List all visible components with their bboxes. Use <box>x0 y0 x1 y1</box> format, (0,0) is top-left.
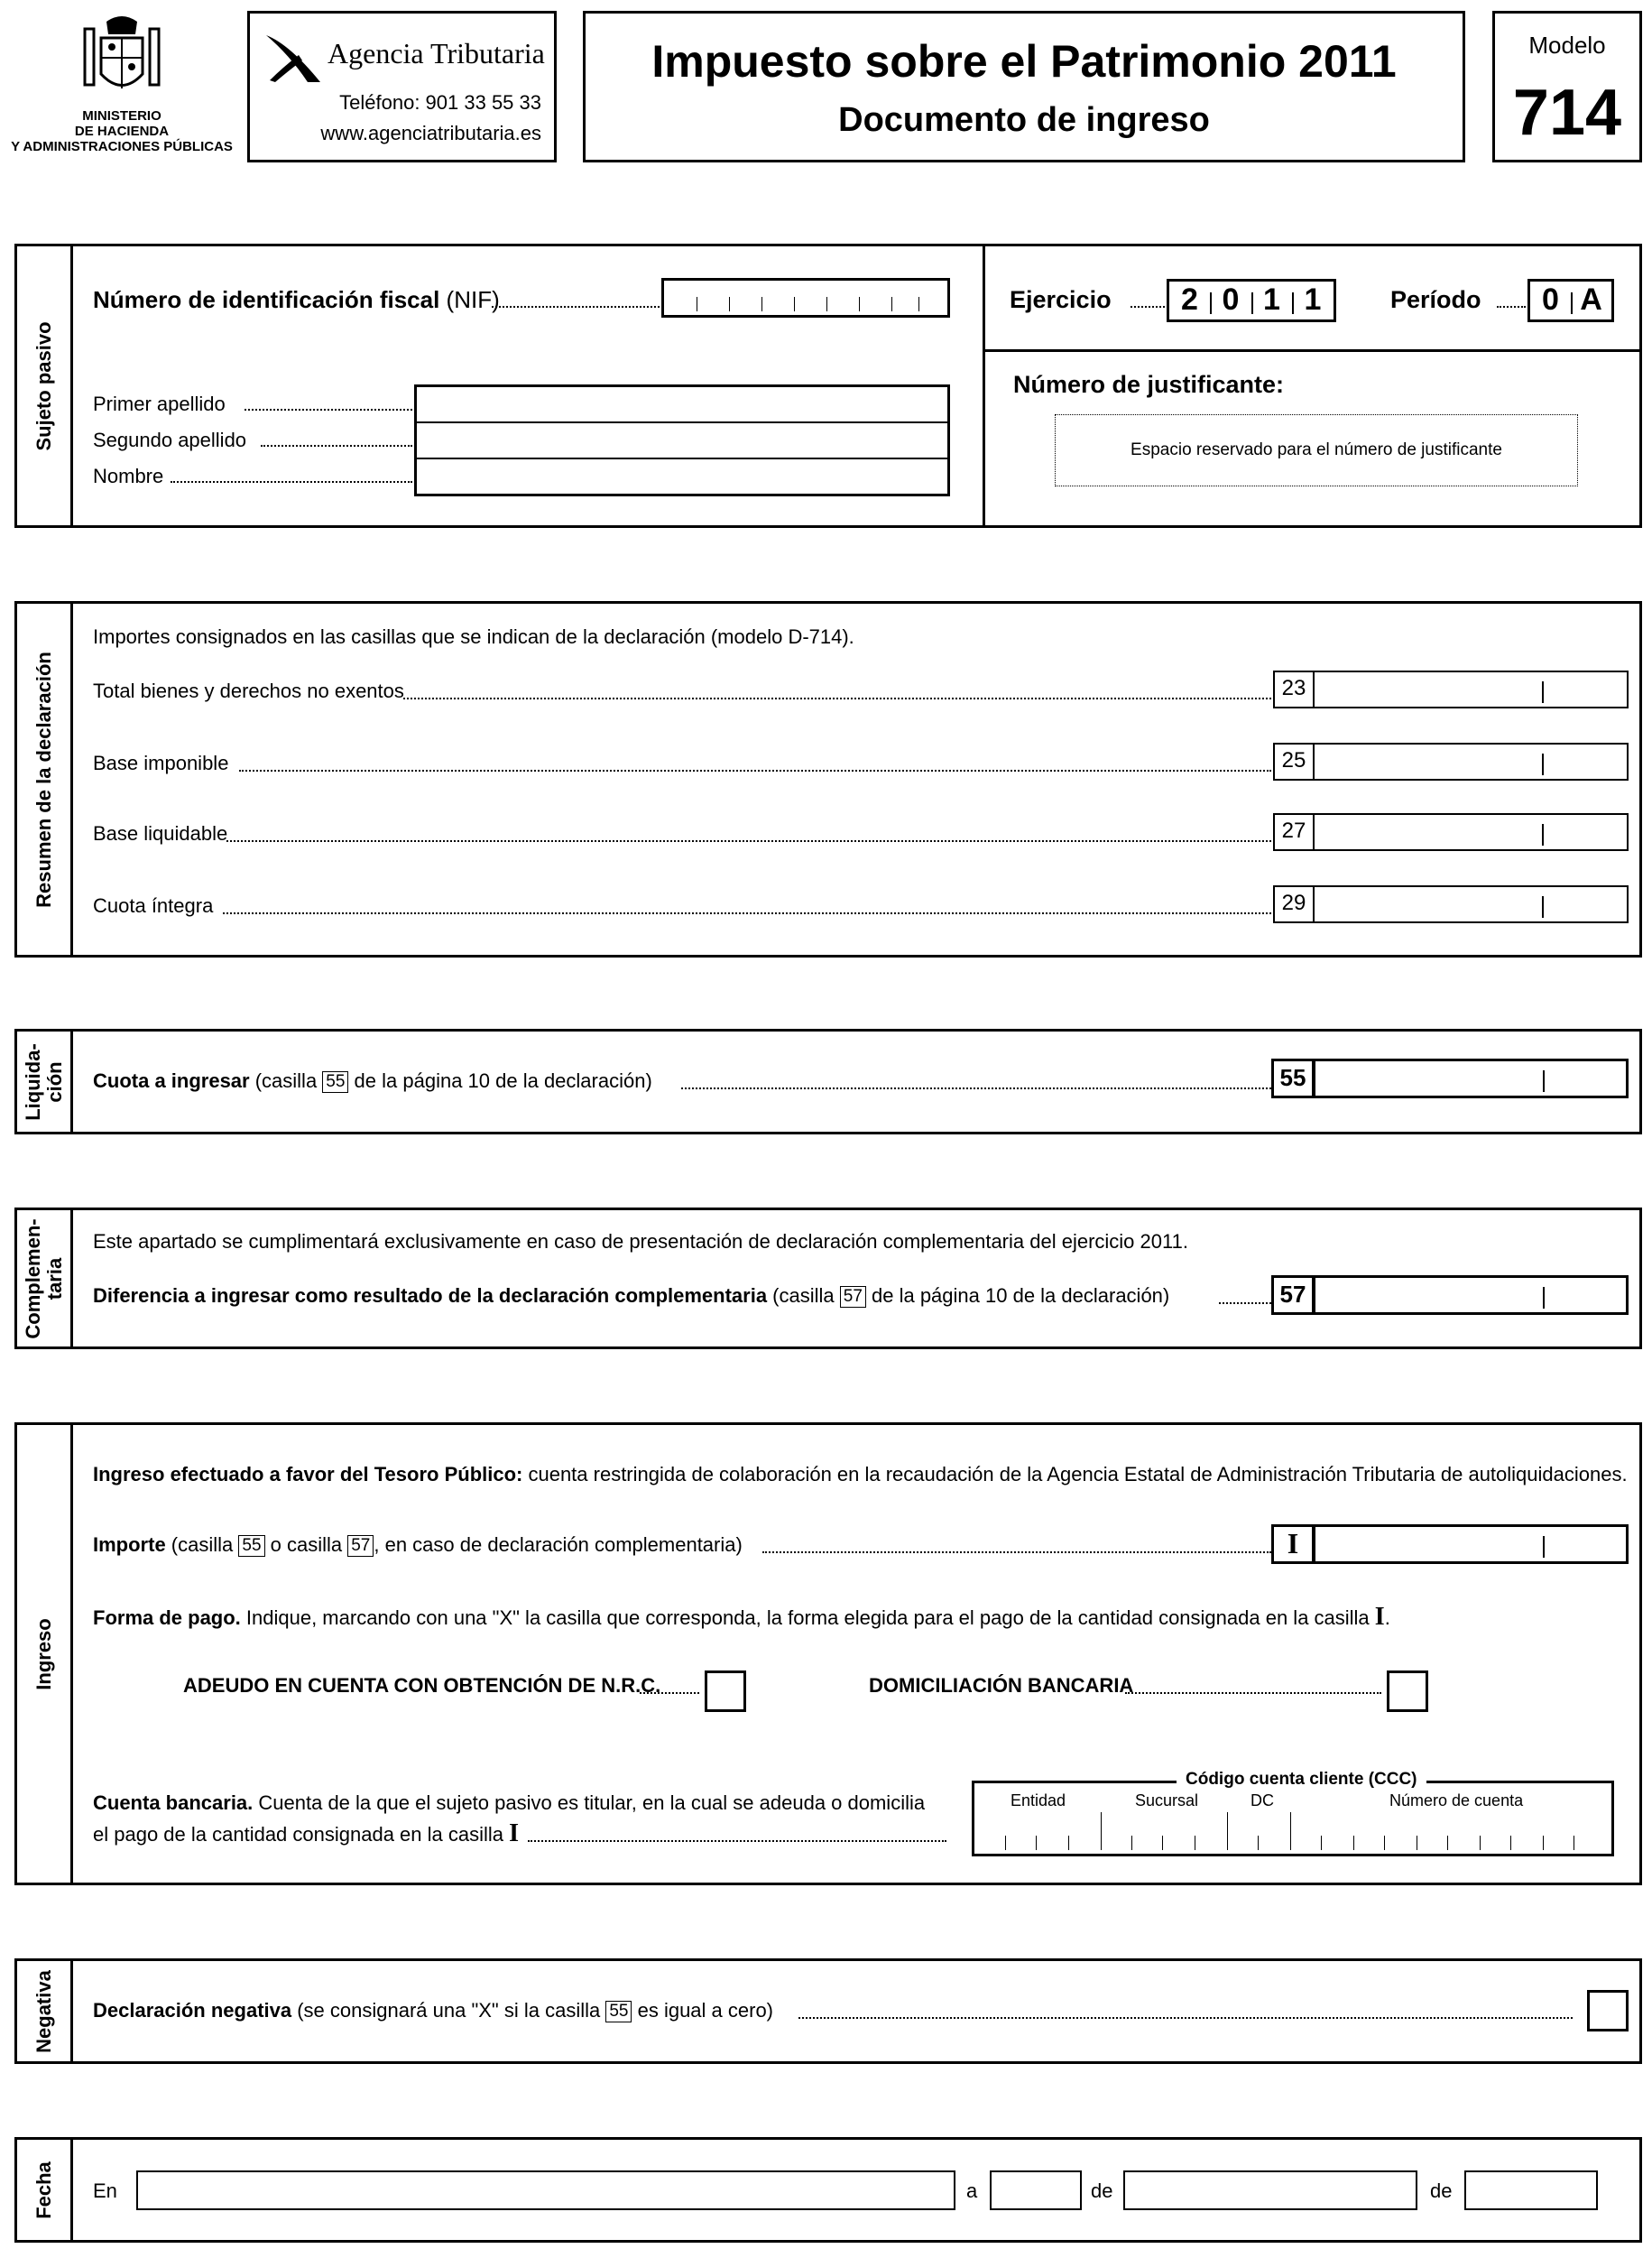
liquidacion-label-line: Liquida- <box>21 1042 44 1121</box>
ministry-line-2: DE HACIENDA <box>74 124 170 139</box>
fecha-anio-field[interactable] <box>1464 2170 1598 2210</box>
resumen-leader <box>226 840 1271 842</box>
importe-post: , en caso de declaración complementaria) <box>374 1533 743 1556</box>
ingreso-line-1 <box>93 1463 1628 1486</box>
forma-pago-label <box>93 1603 1390 1631</box>
casilla-number: 25 <box>1273 743 1315 781</box>
model-box <box>1492 11 1642 162</box>
fecha-mes-field[interactable] <box>1123 2170 1417 2210</box>
casilla-number: 27 <box>1273 813 1315 851</box>
ejercicio-digit: 1 <box>1304 282 1322 317</box>
ccc-title: Código cuenta cliente (CCC) <box>1177 1769 1426 1791</box>
cuenta-bancaria-ref: I <box>509 1819 520 1847</box>
ccc-dc-label: DC <box>1251 1791 1274 1809</box>
periodo-label: Período <box>1390 286 1481 313</box>
liquidacion-section <box>14 1029 1642 1134</box>
ingreso-sidebar <box>17 1425 73 1883</box>
agency-phone: Teléfono: 901 33 55 33 <box>339 91 541 114</box>
agency-logo-icon <box>263 32 326 86</box>
importe-amount-field[interactable] <box>1313 1524 1629 1564</box>
complementaria-label-line: Complemen- <box>21 1217 44 1339</box>
forma-pago-ref: I <box>1374 1603 1385 1631</box>
cuota-ingresar-bold: Cuota a ingresar <box>93 1069 250 1092</box>
negativa-section <box>14 1958 1642 2064</box>
nif-label <box>93 286 500 313</box>
ejercicio-leader <box>1131 306 1168 308</box>
casilla-ref: 57 <box>840 1286 866 1308</box>
nif-label-bold: Número de identificación fiscal <box>93 286 440 313</box>
ingreso-line-1-rest: cuenta restringida de colaboración en la recaudación de la Agencia Estatal de Administración Tributaria de autoliquidaciones. <box>522 1463 1628 1485</box>
forma-pago-end: . <box>1384 1606 1390 1629</box>
casilla-number: 29 <box>1273 885 1315 923</box>
complementaria-label <box>22 1218 65 1338</box>
periodo-char: A <box>1580 282 1602 317</box>
periodo-leader <box>1497 306 1526 308</box>
amount-field-25[interactable] <box>1313 743 1629 781</box>
forma-pago-bold: Forma de pago. <box>93 1606 241 1629</box>
ejercicio-digit: 0 <box>1222 282 1240 317</box>
cuota-ingresar-leader <box>681 1087 1271 1089</box>
nombre-field[interactable] <box>417 459 947 494</box>
segundo-apellido-leader <box>261 445 412 447</box>
casilla-number: 23 <box>1273 671 1315 708</box>
complementaria-section <box>14 1208 1642 1349</box>
domiciliacion-leader <box>1125 1692 1381 1694</box>
ejercicio-field[interactable] <box>1167 279 1336 322</box>
nif-leader <box>492 306 660 308</box>
ccc-entidad-label: Entidad <box>1011 1791 1066 1809</box>
casilla-ref: 55 <box>322 1071 348 1093</box>
importe-pre: (casilla <box>165 1533 239 1556</box>
nombre-label: Nombre <box>93 465 164 487</box>
resumen-section <box>14 601 1642 958</box>
coat-of-arms-icon <box>72 11 171 101</box>
amount-field-29[interactable] <box>1313 885 1629 923</box>
diferencia-leader <box>1219 1302 1271 1304</box>
casilla-number: 55 <box>1271 1059 1315 1098</box>
sujeto-pasivo-sidebar <box>17 246 73 525</box>
declaracion-negativa-checkbox[interactable] <box>1587 1990 1629 2031</box>
resumen-row-label: Total bienes y derechos no exentos <box>93 680 404 702</box>
ejercicio-divider <box>983 349 1639 352</box>
ejercicio-label: Ejercicio <box>1010 286 1112 313</box>
primer-apellido-field[interactable] <box>417 387 947 423</box>
fecha-section <box>14 2137 1642 2243</box>
ejercicio-digit: 2 <box>1181 282 1198 317</box>
amount-field-55[interactable] <box>1313 1059 1629 1098</box>
periodo-char: 0 <box>1542 282 1559 317</box>
casilla-ref: 55 <box>605 2001 632 2022</box>
model-label: Modelo <box>1528 32 1606 59</box>
declaracion-negativa-bold: Declaración negativa <box>93 1999 292 2022</box>
liquidacion-sidebar <box>17 1032 73 1132</box>
diferencia-label <box>93 1284 1169 1308</box>
domiciliacion-label: DOMICILIACIÓN BANCARIA <box>869 1674 1134 1697</box>
casilla-ref: 57 <box>347 1535 374 1557</box>
domiciliacion-checkbox[interactable] <box>1387 1670 1428 1712</box>
declaracion-negativa-label <box>93 1999 773 2022</box>
fecha-de-label: de <box>1091 2179 1113 2202</box>
title-box <box>583 11 1465 162</box>
resumen-intro: Importes consignados en las casillas que se indican de la declaración (modelo D-714). <box>93 625 854 648</box>
declaracion-negativa-leader <box>798 2017 1573 2019</box>
primer-apellido-leader <box>245 409 412 411</box>
fecha-label: Fecha <box>32 2161 55 2219</box>
resumen-leader <box>239 770 1271 772</box>
resumen-row-label: Base imponible <box>93 752 229 774</box>
importe-bold: Importe <box>93 1533 166 1556</box>
agency-box <box>247 11 557 162</box>
resumen-row-label: Base liquidable <box>93 822 228 845</box>
page-subtitle: Documento de ingreso <box>838 101 1210 139</box>
justificante-placeholder: Espacio reservado para el número de justificante <box>1131 440 1502 459</box>
amount-field-27[interactable] <box>1313 813 1629 851</box>
fecha-lugar-field[interactable] <box>136 2170 955 2210</box>
cuenta-bancaria-rest: Cuenta de la que el sujeto pasivo es titular, en la cual se adeuda o domicilia <box>253 1791 926 1814</box>
sujeto-pasivo-divider <box>983 246 985 525</box>
justificante-label: Número de justificante: <box>1013 371 1285 398</box>
liquidacion-label-line: ción <box>42 1060 66 1103</box>
complementaria-intro: Este apartado se cumplimentará exclusivamente en caso de presentación de declaración complementaria del ejercicio 2011. <box>93 1230 1188 1253</box>
justificante-field <box>1055 414 1578 486</box>
sujeto-pasivo-section <box>14 244 1642 528</box>
adeudo-checkbox[interactable] <box>705 1670 746 1712</box>
resumen-leader <box>403 698 1271 699</box>
cuota-ingresar-post: de la página 10 de la declaración) <box>348 1069 652 1092</box>
fecha-dia-field[interactable] <box>990 2170 1082 2210</box>
forma-pago-rest: Indique, marcando con una "X" la casilla que corresponda, la forma elegida para el pago de la cantidad consignada en la casilla <box>240 1606 1375 1629</box>
resumen-sidebar <box>17 604 73 955</box>
ccc-sucursal-label: Sucursal <box>1135 1791 1199 1809</box>
casilla-ref: 55 <box>238 1535 264 1557</box>
cuenta-bancaria-bold: Cuenta bancaria. <box>93 1791 254 1814</box>
ministry-line-1: MINISTERIO <box>82 108 162 124</box>
agency-website: www.agenciatributaria.es <box>320 122 541 144</box>
resumen-label: Resumen de la declaración <box>32 651 55 908</box>
importe-leader <box>762 1551 1271 1553</box>
ingreso-label: Ingreso <box>32 1617 55 1690</box>
amount-field-57[interactable] <box>1313 1275 1629 1315</box>
sujeto-pasivo-label: Sujeto pasivo <box>32 320 55 451</box>
diferencia-post: de la página 10 de la declaración) <box>865 1284 1170 1307</box>
declaracion-negativa-post: es igual a cero) <box>632 1999 774 2022</box>
primer-apellido-label: Primer apellido <box>93 393 226 415</box>
name-fields-group <box>414 384 950 496</box>
cuenta-bancaria-line-2-text: el pago de la cantidad consignada en la casilla <box>93 1823 510 1846</box>
negativa-sidebar <box>17 1961 73 2061</box>
ccc-field[interactable] <box>972 1770 1614 1856</box>
cuenta-bancaria-leader <box>528 1840 946 1842</box>
ingreso-section <box>14 1422 1642 1885</box>
model-number: 714 <box>1512 77 1622 149</box>
cuota-ingresar-label <box>93 1069 652 1093</box>
amount-field-23[interactable] <box>1313 671 1629 708</box>
importe-label <box>93 1533 743 1557</box>
fecha-de-label: de <box>1430 2179 1453 2202</box>
resumen-leader <box>223 912 1271 914</box>
complementaria-sidebar <box>17 1210 73 1346</box>
segundo-apellido-field[interactable] <box>417 423 947 459</box>
cuenta-bancaria-line-2 <box>93 1819 520 1847</box>
ingreso-line-1-bold: Ingreso efectuado a favor del Tesoro Público: <box>93 1463 523 1485</box>
periodo-field[interactable] <box>1527 279 1614 322</box>
fecha-en-label: En <box>93 2179 117 2202</box>
diferencia-bold: Diferencia a ingresar como resultado de la declaración complementaria <box>93 1284 768 1307</box>
segundo-apellido-label: Segundo apellido <box>93 429 247 451</box>
fecha-sidebar <box>17 2140 73 2240</box>
agency-name: Agencia Tributaria <box>328 37 545 69</box>
resumen-row-label: Cuota íntegra <box>93 894 214 917</box>
diferencia-pre: (casilla <box>767 1284 840 1307</box>
ejercicio-digit: 1 <box>1263 282 1280 317</box>
nif-field[interactable] <box>661 278 950 318</box>
complementaria-label-line: taria <box>42 1257 66 1300</box>
negativa-label: Negativa <box>32 1969 55 2053</box>
declaracion-negativa-pre: (se consignará una "X" si la casilla <box>291 1999 606 2022</box>
casilla-number: 57 <box>1271 1275 1315 1315</box>
importe-mid: o casilla <box>264 1533 348 1556</box>
liquidacion-label <box>22 1043 65 1121</box>
casilla-number: I <box>1271 1524 1315 1564</box>
ccc-numero-label: Número de cuenta <box>1389 1791 1524 1809</box>
nif-label-rest: (NIF) <box>439 286 500 313</box>
cuota-ingresar-pre: (casilla <box>249 1069 323 1092</box>
fecha-a-label: a <box>966 2179 978 2202</box>
adeudo-label: ADEUDO EN CUENTA CON OBTENCIÓN DE N.R.C. <box>183 1674 661 1697</box>
adeudo-leader <box>640 1692 699 1694</box>
nombre-leader <box>171 481 412 483</box>
ministry-line-3: Y ADMINISTRACIONES PÚBLICAS <box>11 139 233 154</box>
cuenta-bancaria-label <box>93 1791 925 1815</box>
ministry-logo <box>9 7 235 165</box>
page-title: Impuesto sobre el Patrimonio 2011 <box>651 36 1397 87</box>
